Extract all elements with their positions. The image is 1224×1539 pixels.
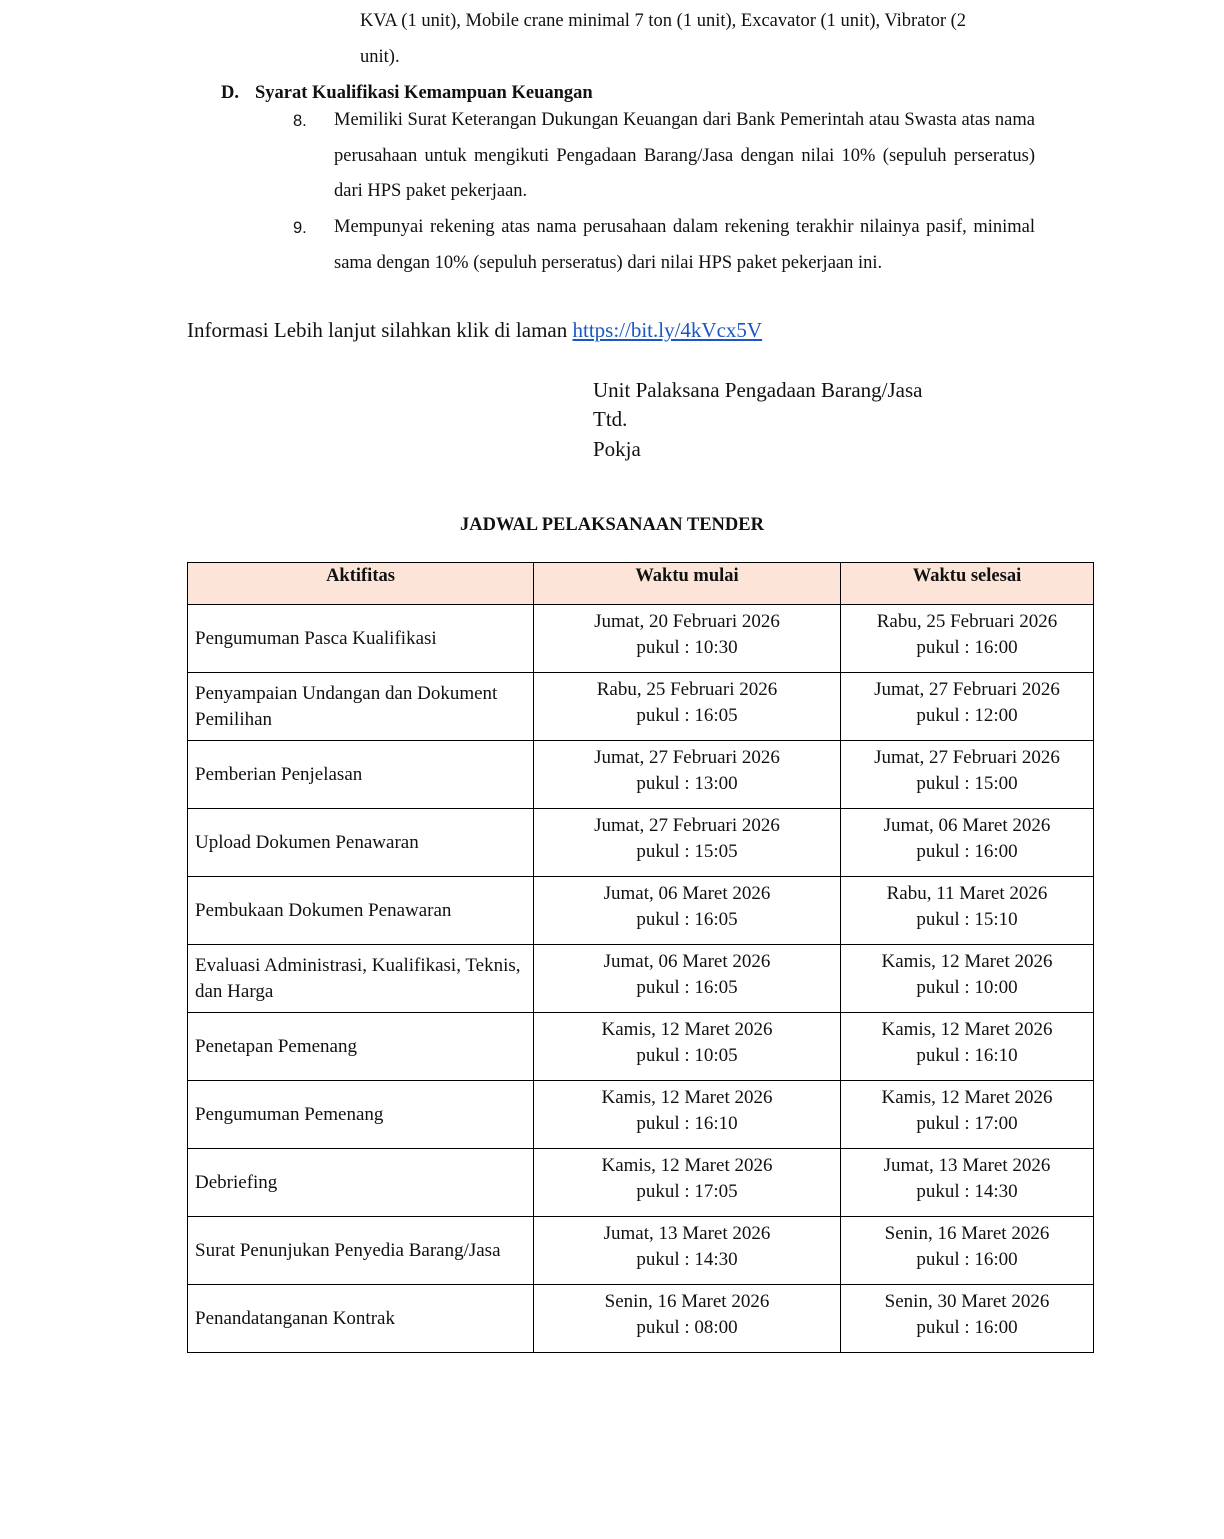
activity-cell: Penyampaian Undangan dan Dokument Pemilihan [188, 673, 534, 741]
end-date: Rabu, 11 Maret 2026 [886, 883, 1048, 904]
end-date: Jumat, 06 Maret 2026 [883, 815, 1051, 836]
list-item-number: 9. [293, 219, 307, 237]
start-date: Rabu, 25 Februari 2026 [596, 679, 778, 700]
start-date: Kamis, 12 Maret 2026 [601, 1087, 773, 1108]
end-time: pukul : 16:00 [916, 1249, 1018, 1270]
start-cell [534, 741, 841, 809]
start-time: pukul : 16:05 [636, 909, 738, 930]
end-cell [841, 673, 1094, 741]
end-date: Jumat, 27 Februari 2026 [874, 747, 1060, 768]
start-time: pukul : 16:10 [636, 1113, 738, 1134]
info-line [187, 315, 762, 345]
activity-cell: Penetapan Pemenang [188, 1013, 534, 1081]
header-activity: Aktifitas [188, 563, 534, 605]
activity-cell: Surat Penunjukan Penyedia Barang/Jasa [188, 1217, 534, 1285]
start-time: pukul : 17:05 [636, 1181, 738, 1202]
start-cell [534, 809, 841, 877]
start-date: Jumat, 27 Februari 2026 [594, 747, 780, 768]
end-date: Kamis, 12 Maret 2026 [881, 1087, 1053, 1108]
activity-cell: Pengumuman Pasca Kualifikasi [188, 605, 534, 673]
section-letter: D. [221, 83, 239, 103]
table-row [188, 877, 1094, 945]
list-item-text: Mempunyai rekening atas nama perusahaan dalam rekening terakhir nilainya pasif, minimal sama dengan 10% (sepuluh perseratus) dari nilai HPS paket pekerjaan ini. [334, 217, 1035, 273]
end-cell [841, 809, 1094, 877]
end-cell [841, 1081, 1094, 1149]
start-time: pukul : 16:05 [636, 705, 738, 726]
end-date: Rabu, 25 Februari 2026 [876, 611, 1058, 632]
end-cell [841, 741, 1094, 809]
table-header-row [188, 563, 1094, 605]
start-date: Jumat, 06 Maret 2026 [603, 883, 771, 904]
section-title: Syarat Kualifikasi Kemampuan Keuangan [255, 83, 593, 103]
start-time: pukul : 15:05 [636, 841, 738, 862]
start-date: Senin, 16 Maret 2026 [604, 1291, 770, 1312]
end-cell [841, 877, 1094, 945]
table-row [188, 1285, 1094, 1353]
table-row [188, 673, 1094, 741]
start-time: pukul : 10:30 [636, 637, 738, 658]
signature-pokja: Pokja [593, 437, 641, 461]
table-row [188, 1081, 1094, 1149]
start-cell [534, 1149, 841, 1217]
table-row [188, 809, 1094, 877]
start-time: pukul : 16:05 [636, 977, 738, 998]
end-cell [841, 605, 1094, 673]
info-link[interactable]: https://bit.ly/4kVcx5V [572, 318, 763, 342]
start-time: pukul : 14:30 [636, 1249, 738, 1270]
activity-cell: Pembukaan Dokumen Penawaran [188, 877, 534, 945]
activity-cell: Debriefing [188, 1149, 534, 1217]
activity-cell: Pengumuman Pemenang [188, 1081, 534, 1149]
start-cell [534, 673, 841, 741]
table-row [188, 1217, 1094, 1285]
schedule-table [187, 562, 1094, 1353]
start-date: Jumat, 27 Februari 2026 [594, 815, 780, 836]
activity-cell: Upload Dokumen Penawaran [188, 809, 534, 877]
signature-unit: Unit Palaksana Pengadaan Barang/Jasa [593, 378, 923, 402]
table-row [188, 945, 1094, 1013]
end-cell [841, 1013, 1094, 1081]
end-date: Kamis, 12 Maret 2026 [881, 951, 1053, 972]
end-time: pukul : 15:10 [916, 909, 1018, 930]
end-date: Senin, 30 Maret 2026 [884, 1291, 1050, 1312]
end-time: pukul : 16:10 [916, 1045, 1018, 1066]
start-cell [534, 605, 841, 673]
end-cell [841, 1285, 1094, 1353]
info-text: Informasi Lebih lanjut silahkan klik di laman [187, 318, 568, 342]
start-time: pukul : 10:05 [636, 1045, 738, 1066]
start-cell [534, 1013, 841, 1081]
activity-cell: Pemberian Penjelasan [188, 741, 534, 809]
start-cell [534, 1081, 841, 1149]
start-date: Kamis, 12 Maret 2026 [601, 1155, 773, 1176]
start-time: pukul : 13:00 [636, 773, 738, 794]
end-cell [841, 1149, 1094, 1217]
activity-cell: Evaluasi Administrasi, Kualifikasi, Teknis, dan Harga [188, 945, 534, 1013]
end-date: Jumat, 27 Februari 2026 [874, 679, 1060, 700]
end-time: pukul : 10:00 [916, 977, 1018, 998]
activity-cell: Penandatanganan Kontrak [188, 1285, 534, 1353]
table-row [188, 1013, 1094, 1081]
end-time: pukul : 15:00 [916, 773, 1018, 794]
end-time: pukul : 16:00 [916, 1317, 1018, 1338]
start-cell [534, 877, 841, 945]
end-time: pukul : 17:00 [916, 1113, 1018, 1134]
start-time: pukul : 08:00 [636, 1317, 738, 1338]
list-item-text: Memiliki Surat Keterangan Dukungan Keuangan dari Bank Pemerintah atau Swasta atas nama perusahaan untuk mengikuti Pengadaan Barang/Jasa dengan nilai 10% (sepuluh perseratus) dari HPS paket pekerjaan. [334, 110, 1035, 201]
end-time: pukul : 16:00 [916, 637, 1018, 658]
previous-item-continuation-line-2: unit). [360, 47, 400, 67]
signature-ttd: Ttd. [593, 407, 628, 431]
end-date: Senin, 16 Maret 2026 [884, 1223, 1050, 1244]
list-item-number: 8. [293, 112, 307, 130]
table-row [188, 741, 1094, 809]
end-time: pukul : 14:30 [916, 1181, 1018, 1202]
start-date: Jumat, 13 Maret 2026 [603, 1223, 771, 1244]
end-cell [841, 1217, 1094, 1285]
header-end-time: Waktu selesai [841, 563, 1094, 605]
start-cell [534, 945, 841, 1013]
end-date: Kamis, 12 Maret 2026 [881, 1019, 1053, 1040]
end-time: pukul : 12:00 [916, 705, 1018, 726]
start-cell [534, 1285, 841, 1353]
start-date: Jumat, 06 Maret 2026 [603, 951, 771, 972]
previous-item-continuation-line-1: KVA (1 unit), Mobile crane minimal 7 ton (1 unit), Excavator (1 unit), Vibrator (2 [360, 11, 967, 31]
end-time: pukul : 16:00 [916, 841, 1018, 862]
table-row [188, 605, 1094, 673]
start-date: Kamis, 12 Maret 2026 [601, 1019, 773, 1040]
header-start-time: Waktu mulai [534, 563, 841, 605]
table-row [188, 1149, 1094, 1217]
end-cell [841, 945, 1094, 1013]
start-date: Jumat, 20 Februari 2026 [594, 611, 780, 632]
schedule-title: JADWAL PELAKSANAAN TENDER [460, 515, 764, 535]
end-date: Jumat, 13 Maret 2026 [883, 1155, 1051, 1176]
start-cell [534, 1217, 841, 1285]
